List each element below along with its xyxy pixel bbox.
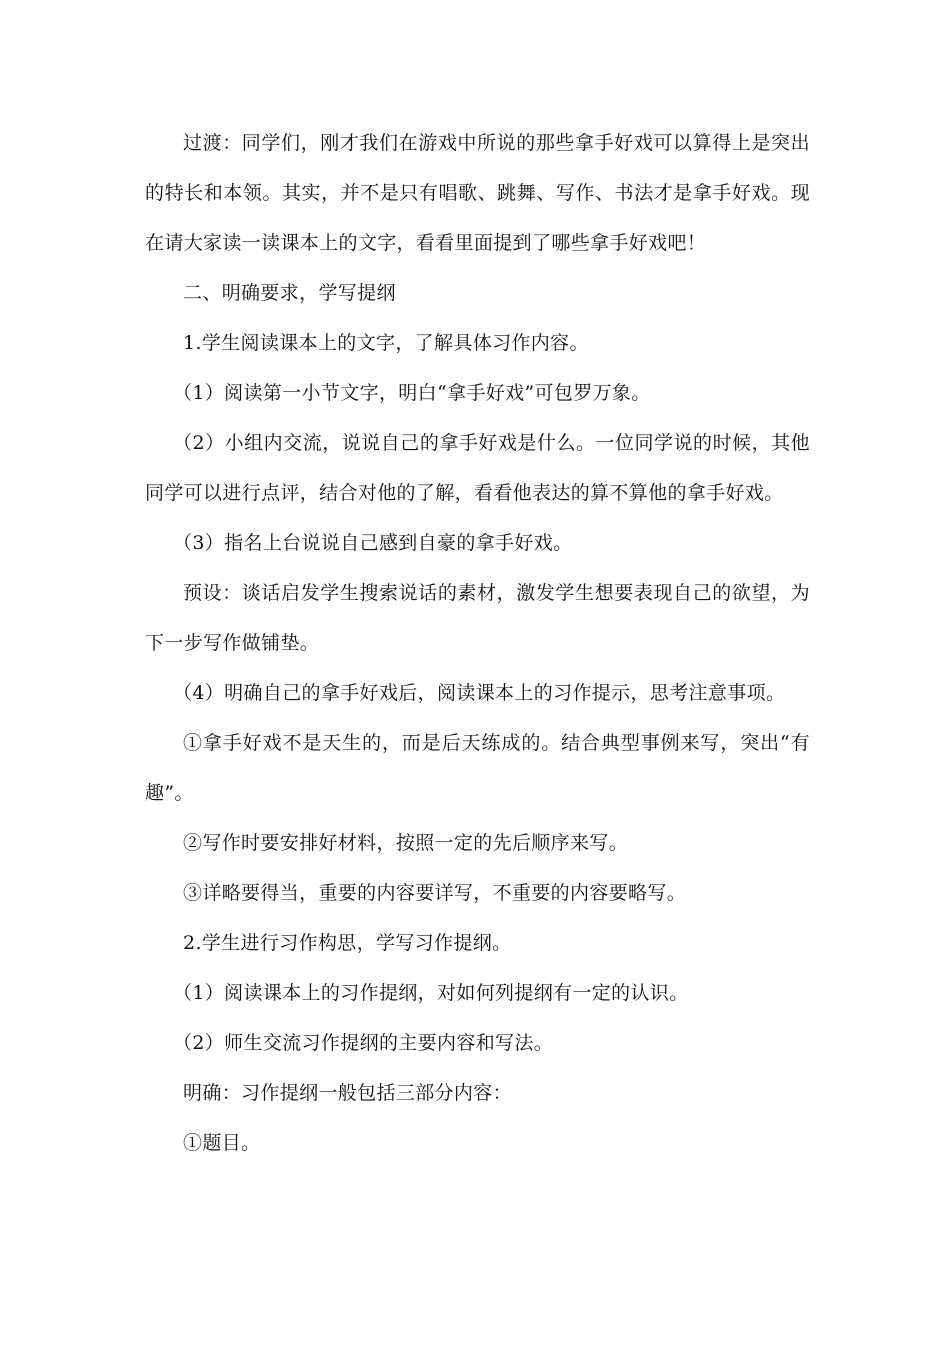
outline-item-title: ①题目。	[183, 1132, 261, 1154]
substep-2-discuss-outline: （2）师生交流习作提纲的主要内容和写法。	[173, 1032, 554, 1054]
paragraph-transition: 过渡：同学们，刚才我们在游戏中所说的那些拿手好戏可以算得上是突出的特长和本领。其实，并不是只有唱歌、跳舞、写作、书法才是拿手好戏。现在请大家读一读课本上的文字，看看里面提到了哪些拿手好戏吧！	[145, 132, 810, 254]
paragraph-preset: 预设：谈话启发学生搜索说话的素材，激发学生想要表现自己的欲望，为下一步写作做铺垫。	[145, 582, 810, 654]
tip-item-1: ①拿手好戏不是天生的，而是后天练成的。结合典型事例来写，突出“有趣”。	[145, 732, 810, 804]
step-1-read-text: 1.学生阅读课本上的文字，了解具体习作内容。	[183, 332, 589, 354]
tip-item-2: ②写作时要安排好材料，按照一定的先后顺序来写。	[183, 832, 629, 854]
substep-1-read-first-section: （1）阅读第一小节文字，明白“拿手好戏”可包罗万象。	[173, 382, 651, 404]
substep-3-present: （3）指名上台说说自己感到自豪的拿手好戏。	[173, 532, 573, 554]
substep-2-group-discussion: （2）小组内交流，说说自己的拿手好戏是什么。一位同学说的时候，其他同学可以进行点评，结合对他的了解，看看他表达的算不算他的拿手好戏。	[145, 432, 810, 504]
step-2-outline: 2.学生进行习作构思，学写习作提纲。	[183, 932, 512, 954]
section-heading-requirements: 二、明确要求，学写提纲	[183, 282, 396, 304]
document-body	[145, 118, 810, 1168]
tip-item-3: ③详略要得当，重要的内容要详写，不重要的内容要略写。	[183, 882, 687, 904]
substep-4-writing-tips: （4）明确自己的拿手好戏后，阅读课本上的习作提示，思考注意事项。	[173, 682, 786, 704]
substep-1-read-outline: （1）阅读课本上的习作提纲，对如何列提纲有一定的认识。	[173, 982, 689, 1004]
paragraph-clarify: 明确：习作提纲一般包括三部分内容：	[183, 1082, 512, 1104]
